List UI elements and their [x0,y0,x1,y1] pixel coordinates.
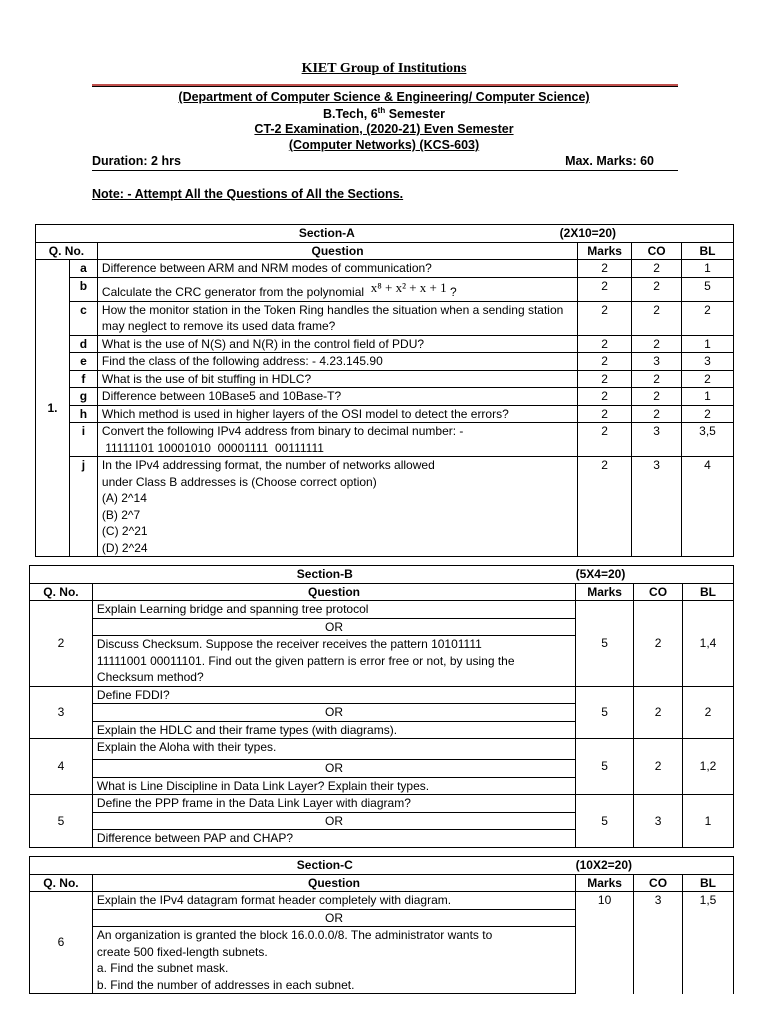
section-c-marks-scheme: (10X2=20) [575,858,632,872]
question-line: 11111001 00011101. Find out the given pattern is error free or not, by using the [96,653,515,668]
question-part2 [92,927,575,994]
question-bl: 2 [683,686,734,739]
question-line: Checksum method? [96,670,204,684]
question-marks: 5 [576,601,634,687]
item-letter: e [69,353,97,371]
item-bl: 4 [682,457,734,557]
item-co: 3 [632,353,682,371]
max-marks: Max. Marks: 60 [565,154,654,168]
item-question [97,457,577,557]
or-divider: OR [92,812,575,830]
col-qno: Q. No. [36,242,98,260]
item-question: Find the class of the following address: - 4.23.145.90 [97,353,577,371]
section-c-title-cell [30,857,576,875]
question-bl: 1 [683,795,734,848]
item-bl: 2 [682,370,734,388]
or-divider: OR [92,704,575,722]
col-bl: BL [682,242,734,260]
question-part2: Difference between PAP and CHAP? [92,830,575,848]
section-c-title: Section-C [296,858,353,872]
question-line: create 500 fixed-length subnets. [96,944,268,959]
item-question-line: In the IPv4 addressing format, the number of networks allowed [101,458,435,472]
question-part1: Define FDDI? [92,686,575,704]
item-letter: a [69,260,97,278]
item-letter: b [69,277,97,301]
col-question: Question [97,242,577,260]
item-question-line: Convert the following IPv4 address from binary to decimal number: - [101,424,464,438]
section-c-table [29,856,734,994]
col-question: Question [92,583,575,601]
item-co: 3 [632,457,682,557]
qno-2: 2 [30,601,93,687]
item-co: 2 [632,335,682,353]
question-co: 2 [634,686,683,739]
item-letter: j [69,457,97,557]
item-co: 2 [632,260,682,278]
duration: Duration: 2 hrs [92,154,181,168]
item-question-text: Calculate the CRC generator from the polynomial [101,285,365,299]
item-bl: 1 [682,388,734,406]
option-d: (D) 2^24 [101,540,148,555]
question-part1: Explain the IPv4 datagram format header completely with diagram. [92,892,575,910]
option-c: (C) 2^21 [101,524,148,538]
qno-1: 1. [36,260,70,557]
item-question [97,277,577,301]
item-co: 2 [632,277,682,301]
item-co: 2 [632,405,682,423]
item-marks: 2 [578,335,632,353]
question-part2 [92,636,575,687]
section-b-title: Section-B [296,567,353,581]
or-divider: OR [92,909,575,927]
program-line [0,106,768,121]
section-a-table [35,224,734,557]
item-bl: 3,5 [682,423,734,457]
item-marks: 2 [578,277,632,301]
item-letter: h [69,405,97,423]
col-question: Question [92,874,575,892]
col-co: CO [632,242,682,260]
instructions-note: Note: - Attempt All the Questions of All the Sections. [92,187,404,201]
item-question: Difference between 10Base5 and 10Base-T? [97,388,577,406]
question-line: b. Find the number of addresses in each subnet. [96,977,355,992]
item-marks: 2 [578,370,632,388]
col-qno: Q. No. [30,874,93,892]
section-b-title-cell [30,566,576,584]
item-question: Difference between ARM and NRM modes of communication? [97,260,577,278]
program-sup: th [377,106,386,115]
question-bl: 1,2 [683,739,734,795]
item-letter: f [69,370,97,388]
question-co: 3 [634,795,683,848]
question-part2: What is Line Discipline in Data Link Layer? Explain their types. [92,777,575,795]
col-bl: BL [683,874,734,892]
item-bl: 2 [682,301,734,335]
question-line: Discuss Checksum. Suppose the receiver receives the pattern 10101111 [96,637,482,651]
col-marks: Marks [576,583,634,601]
course-line: (Computer Networks) (KCS-603) [288,138,480,152]
question-part1: Define the PPP frame in the Data Link Layer with diagram? [92,795,575,813]
question-part1: Explain the Aloha with their types. [92,739,575,760]
program-suffix: Semester [385,107,445,122]
option-b: (B) 2^7 [101,507,141,522]
or-divider: OR [92,760,575,778]
col-bl: BL [683,583,734,601]
item-marks: 2 [578,423,632,457]
qno-5: 5 [30,795,93,848]
question-line: An organization is granted the block 16.0.0.0/8. The administrator wants to [96,928,493,942]
item-question: How the monitor station in the Token Ring handles the situation when a sending station may neglect to remove its used data frame? [97,301,577,335]
col-co: CO [634,874,683,892]
crc-polynomial: x⁸ + x² + x + 1 [370,280,447,295]
item-question-end: ? [446,285,457,299]
item-question: Which method is used in higher layers of the OSI model to detect the errors? [97,405,577,423]
item-marks: 2 [578,388,632,406]
duration-row [92,154,678,171]
item-letter: i [69,423,97,457]
item-letter: d [69,335,97,353]
question-co: 2 [634,739,683,795]
institution-title: KIET Group of Institutions [301,61,467,76]
item-bl: 3 [682,353,734,371]
qno-3: 3 [30,686,93,739]
section-c-marks-cell [576,857,734,875]
qno-6: 6 [30,892,93,994]
header-rule [92,84,678,87]
item-question: What is the use of N(S) and N(R) in the control field of PDU? [97,335,577,353]
question-marks: 5 [576,795,634,848]
option-a: (A) 2^14 [101,491,147,505]
or-divider: OR [92,618,575,636]
section-b-marks-cell [576,566,734,584]
question-marks: 5 [576,686,634,739]
item-question-line: 11111101 10001010 00001111 00111111 [101,440,324,455]
col-marks: Marks [576,874,634,892]
item-question [97,423,577,457]
item-bl: 1 [682,260,734,278]
item-letter: g [69,388,97,406]
item-marks: 2 [578,301,632,335]
section-b-marks-scheme: (5X4=20) [575,567,626,581]
item-co: 2 [632,388,682,406]
department-line: (Department of Computer Science & Engineering/ Computer Science) [178,90,590,104]
item-co: 3 [632,423,682,457]
col-marks: Marks [578,242,632,260]
question-co: 2 [634,601,683,687]
question-part2: Explain the HDLC and their frame types (with diagrams). [92,721,575,739]
item-marks: 2 [578,260,632,278]
exam-line: CT-2 Examination, (2020-21) Even Semester [254,122,514,136]
item-question: What is the use of bit stuffing in HDLC? [97,370,577,388]
item-marks: 2 [578,457,632,557]
col-co: CO [634,583,683,601]
item-letter: c [69,301,97,335]
qno-4: 4 [30,739,93,795]
question-co: 3 [634,892,683,994]
question-part1: Explain Learning bridge and spanning tree protocol [92,601,575,619]
question-marks: 10 [576,892,634,994]
program-text: B.Tech, 6 [323,107,378,122]
question-marks: 5 [576,739,634,795]
item-bl: 2 [682,405,734,423]
item-bl: 1 [682,335,734,353]
item-bl: 5 [682,277,734,301]
item-question-line: under Class B addresses is (Choose correct option) [101,474,377,489]
section-a-marks-scheme: (2X10=20) [559,226,617,240]
item-co: 2 [632,301,682,335]
item-marks: 2 [578,405,632,423]
section-a-title-cell [36,225,578,243]
question-bl: 1,4 [683,601,734,687]
question-bl: 1,5 [683,892,734,994]
section-a-title: Section-A [298,226,355,240]
section-a-marks-cell [559,225,734,243]
item-co: 2 [632,370,682,388]
item-marks: 2 [578,353,632,371]
question-line: a. Find the subnet mask. [96,961,229,975]
col-qno: Q. No. [30,583,93,601]
section-b-table [29,565,734,848]
